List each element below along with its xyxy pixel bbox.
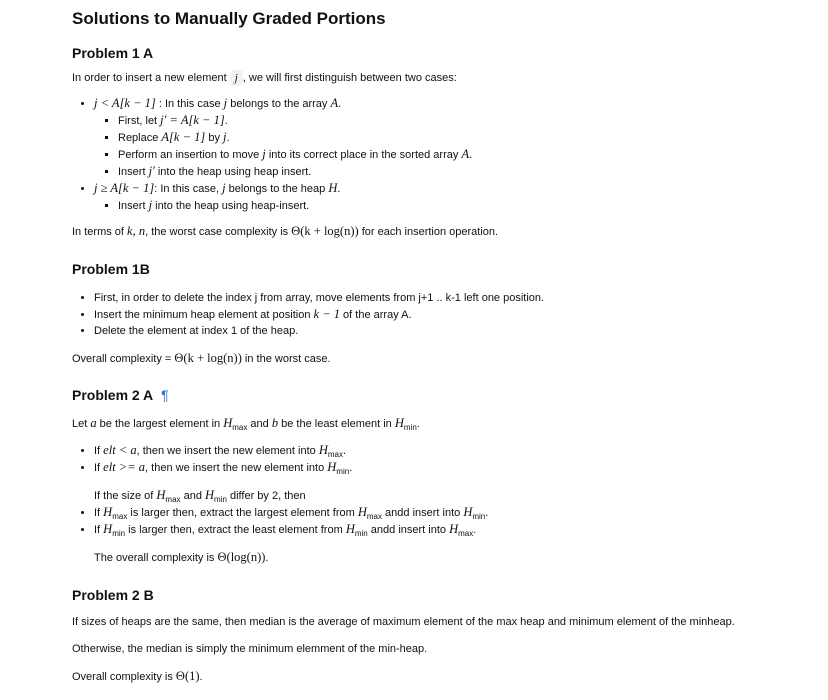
- section-problem-1b: [72, 260, 756, 367]
- section-problem-2b: [72, 586, 756, 685]
- problem-1b-step-3: • Delete the element at index 1 of the heap.: [94, 323, 756, 339]
- section-problem-2a: [72, 386, 756, 566]
- problem-1a-cases: [72, 95, 756, 214]
- problem-2a-rebalance-2: • If $H_{min}$ is larger then, extract the least element from $H_{min}$ andd insert into $H_{max}$.: [94, 521, 756, 538]
- problem-2a-rule-2: • If elt >= a, then we insert the new element into $H_{min}$.: [94, 459, 756, 476]
- case-1-step-2: ▪ Replace A[k − 1] by j.: [118, 129, 756, 146]
- case-2-steps: [94, 197, 756, 214]
- case-2: • j ≥ A[k − 1]: In this case, j belongs to the heap H. ▪ Insert j into the heap using heap-insert.: [94, 180, 756, 214]
- pilcrow-anchor-icon[interactable]: ¶: [161, 387, 169, 403]
- problem-2a-complexity: The overall complexity is Θ(log(n)).: [94, 550, 269, 564]
- problem-2a-rebalance-rules: [72, 504, 756, 538]
- case-1: • j < A[k − 1] : In this case j belongs to the array A. ▪ First, let j′ = A[k − 1]. ▪ Replace A[k − 1] by j. ▪ Perform an insertion to move j into its correct place in the sorted array A. ▪ Insert j′ into the heap using heap insert.: [94, 95, 756, 180]
- heading-problem-1a: Problem 1 A: [72, 45, 154, 61]
- case-1-steps: [94, 112, 756, 180]
- case-1-step-3: ▪ Perform an insertion to move j into its correct place in the sorted array A.: [118, 146, 756, 163]
- problem-2a-insert-rules: [72, 442, 756, 476]
- problem-1b-step-2: • Insert the minimum heap element at position k − 1 of the array A.: [94, 306, 756, 323]
- problem-2a-size-condition: If the size of $H_{max}$ and $H_{min}$ differ by 2, then: [94, 488, 306, 504]
- problem-2a-rebalance-1: • If $H_{max}$ is larger then, extract the largest element from $H_{max}$ andd insert into $H_{min}$.: [94, 504, 756, 521]
- problem-2a-rule-1: • If elt < a, then we insert the new element into $H_{max}$.: [94, 442, 756, 459]
- problem-1b-steps: [72, 290, 756, 339]
- problem-2a-intro: Let a be the largest element in $H_{max}$ and b be the least element in $H_{min}$.: [72, 416, 420, 432]
- section-problem-1a: [72, 44, 756, 240]
- case-1-step-1: ▪ First, let j′ = A[k − 1].: [118, 112, 756, 129]
- problem-1a-intro: In order to insert a new element j , we will first distinguish between two cases:: [72, 72, 457, 84]
- problem-1b-complexity: Overall complexity = Θ(k + log(n)) in the worst case.: [72, 351, 331, 365]
- heading-problem-2a: Problem 2 A ¶: [72, 387, 169, 403]
- inline-code-j: j: [230, 70, 243, 86]
- problem-2b-line-3: Overall complexity is Θ(1).: [72, 669, 203, 683]
- problem-1b-step-1: • First, in order to delete the index j from array, move elements from j+1 .. k-1 left one position.: [94, 290, 756, 306]
- case-1-step-4: ▪ Insert j′ into the heap using heap insert.: [118, 163, 756, 180]
- heading-problem-2b: Problem 2 B: [72, 587, 154, 603]
- heading-problem-1b: Problem 1B: [72, 261, 150, 277]
- document-title: Solutions to Manually Graded Portions: [72, 9, 386, 28]
- problem-2b-line-1: If sizes of heaps are the same, then median is the average of maximum element of the max heap and minimum element of the minheap.: [72, 616, 735, 628]
- problem-2b-line-2: Otherwise, the median is simply the minimum elemment of the min-heap.: [72, 643, 428, 655]
- case-2-step-1: ▪ Insert j into the heap using heap-insert.: [118, 197, 756, 214]
- problem-1a-complexity: In terms of k, n, the worst case complexity is Θ(k + log(n)) for each insertion operation.: [72, 224, 499, 238]
